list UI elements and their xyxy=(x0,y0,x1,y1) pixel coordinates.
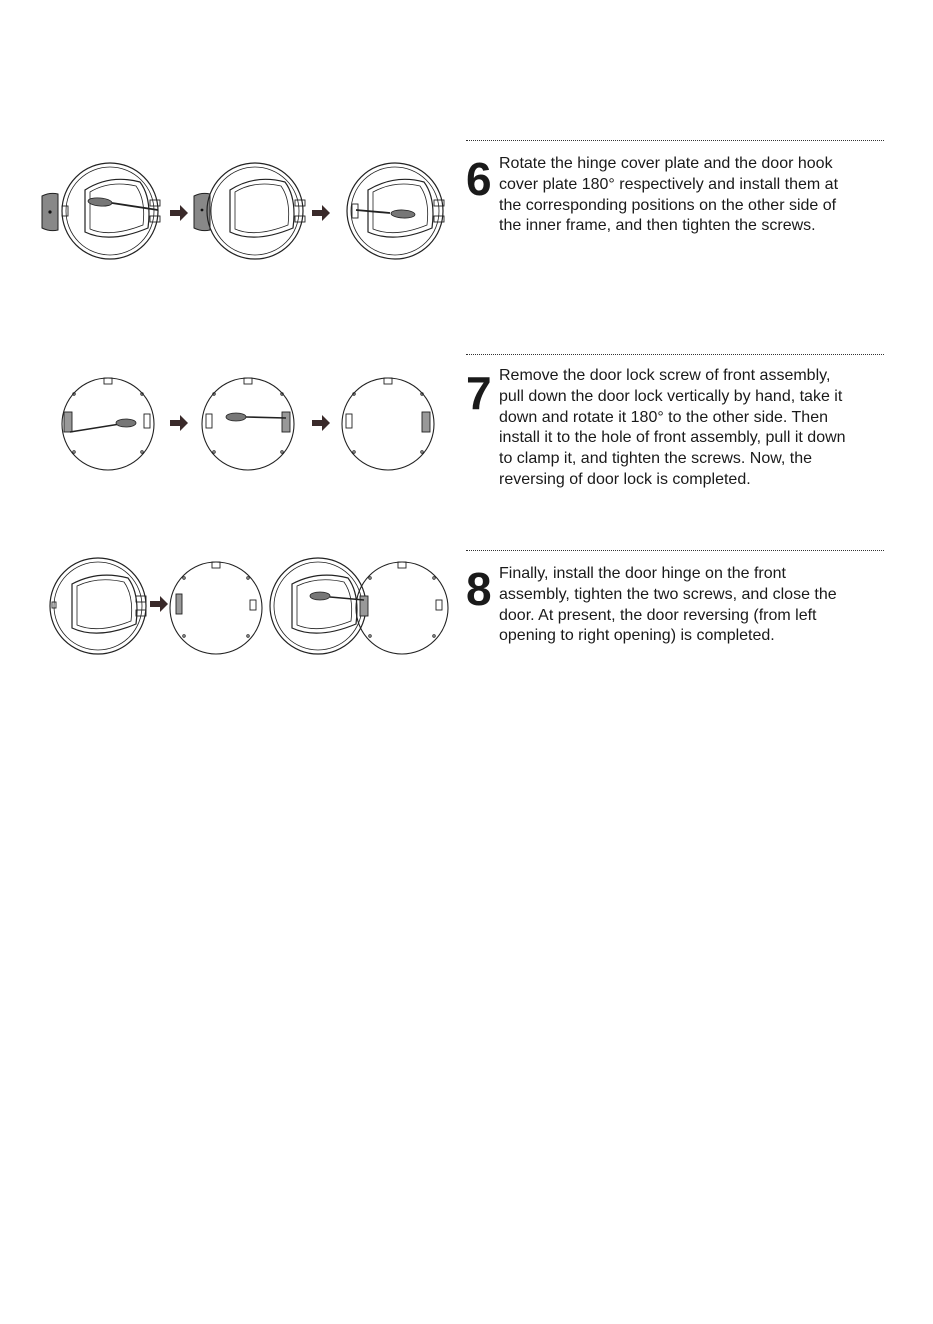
front-assembly-1 xyxy=(62,378,154,470)
door-closing xyxy=(270,558,448,654)
front-assembly-2 xyxy=(202,378,294,470)
divider xyxy=(466,354,884,355)
arrow-icon xyxy=(170,205,188,221)
step-8-illustration xyxy=(30,556,450,660)
step-text: Remove the door lock screw of front assembly, pull down the door lock vertically by hand, take it down and rotate it 180° to the other side. Then install it to the hole of front assembly, pull it down to clamp it, and tighten the screws. Now, the reversing of door lock is completed. xyxy=(499,367,846,488)
arrow-icon xyxy=(170,415,188,431)
step-text: Finally, install the door hinge on the front assembly, tighten the two screws, and close the door. At present, the door reversing (from left opening to right opening) is completed. xyxy=(499,565,837,645)
divider xyxy=(466,550,884,551)
door-1 xyxy=(62,163,160,259)
step-6-illustration xyxy=(30,158,450,266)
front-assembly xyxy=(170,562,262,654)
arrow-icon xyxy=(312,415,330,431)
door-2 xyxy=(207,163,305,259)
arrow-icon xyxy=(150,596,168,612)
screwdriver-handle xyxy=(88,197,113,207)
step-7-illustration xyxy=(30,372,450,472)
front-assembly-3 xyxy=(342,378,434,470)
step-number: 6 xyxy=(466,153,491,205)
arrow-icon xyxy=(312,205,330,221)
step-text: Rotate the hinge cover plate and the door hook cover plate 180° respectively and install them at the corresponding positions on the other side of the inner frame, and then tighten the screws. xyxy=(499,155,839,235)
door-with-hinge xyxy=(50,558,146,654)
step-number: 7 xyxy=(466,367,491,419)
step-number: 8 xyxy=(466,563,491,615)
divider xyxy=(466,140,884,141)
